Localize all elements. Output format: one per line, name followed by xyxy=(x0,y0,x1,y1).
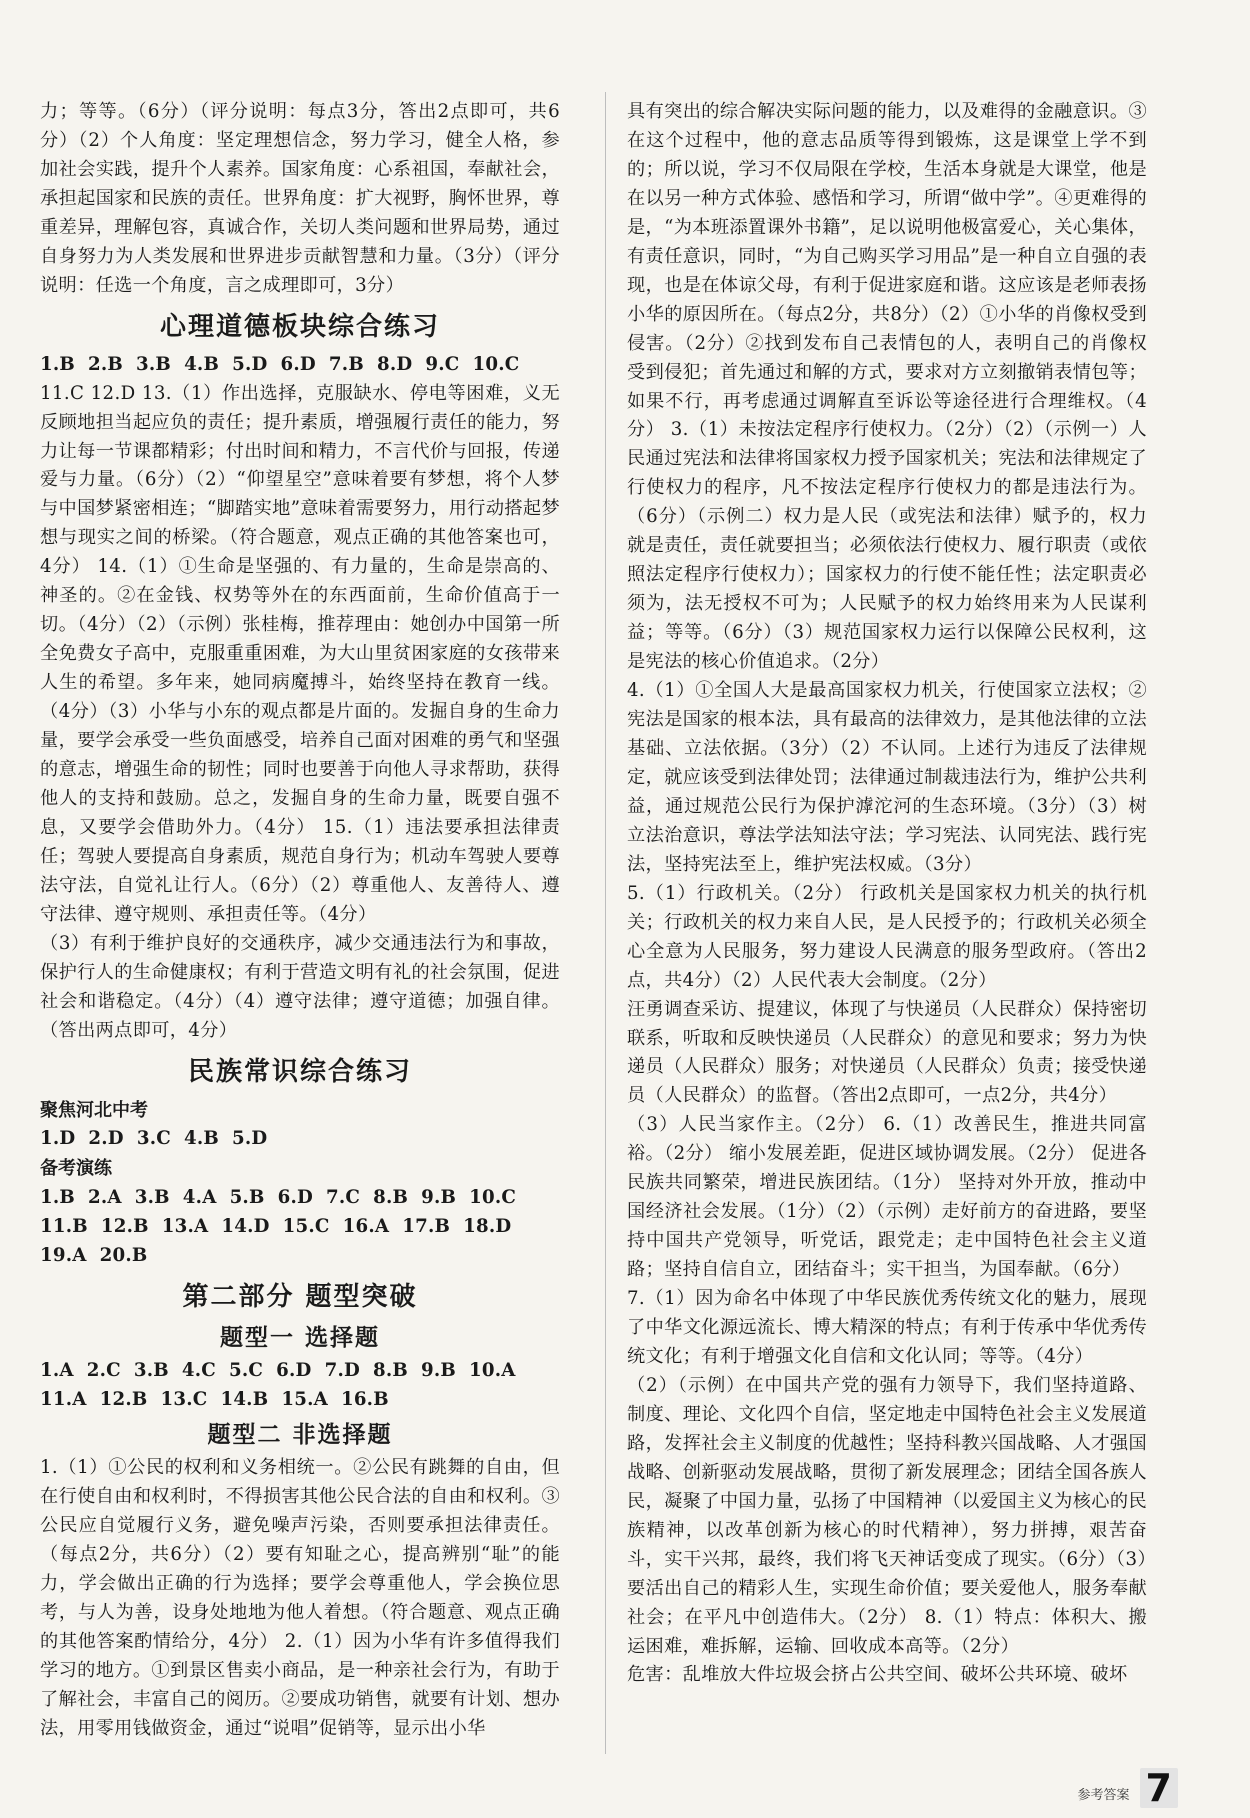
section1-answer-text-2: （3）有利于维护良好的交通秩序，减少交通违法行为和事故，保护行人的生命健康权；有利于营造文明有礼的社会氛围，促进社会和谐稳定。（4分）（4）遵守法律；遵守道德；加强自律。（答出两点即可，4分） xyxy=(40,932,560,1041)
section2-answers-hebei: 1.D 2.D 3.C 4.B 5.D xyxy=(40,1128,268,1150)
right-text-5: （3）人民当家作主。（2分） 6.（1）改善民生，推进共同富裕。（2分） 缩小发展差距，促进区域协调发展。（2分） 促进各民族共同繁荣，增进民族团结。（1分） 坚持对外开放，推动中国经济社会发展。（1分）（2）（示例）走好前方的奋进路，要坚持中国共产党领导，听党话，跟党走；走中国特色社会主义道路；坚持自信自立，团结奋斗；实干担当，为国奉献。（6分） xyxy=(627,1114,1147,1281)
right-text-7: （2）（示例）在中国共产党的强有力领导下，我们坚持道路、制度、理论、文化四个自信，坚定地走中国特色社会主义发展道路，发挥社会主义制度的优越性；坚持科教兴国战略、人才强国战略、创新驱动发展战略，贯彻了新发展理念；团结全国各族人民，凝聚了中国力量，弘扬了中国精神（以爱国主义为核心的民族精神，以改革创新为核心的时代精神），努力拼搏，艰苦奋斗，实干兴邦，最终，我们将飞天神话变成了现实。（6分）（3）要活出自己的精彩人生，实现生命价值；要关爱他人，服务奉献社会；在平凡中创造伟大。（2分） 8.（1）特点：体积大、搬运困难，难拆解，运输、回收成本高等。（2分） xyxy=(627,1374,1147,1657)
page-footer xyxy=(1078,1768,1178,1808)
type-two-title: 题型二 非选择题 xyxy=(207,1422,393,1449)
section-title-psychology-morality: 心理道德板块综合练习 xyxy=(159,311,440,342)
type-one-title: 题型一 选择题 xyxy=(219,1324,380,1351)
right-text-6: 7.（1）因为命名中体现了中华民族优秀传统文化的魅力，展现了中华文化源远流长、博大精深的特点；有利于传承中华优秀传统文化；有利于增强文化自信和文化认同；等等。（4分） xyxy=(627,1288,1147,1367)
section2-answers-row2: 11.B 12.B 13.A 14.D 15.C 16.A 17.B 18.D xyxy=(40,1215,512,1237)
type2-answer-text: 1.（1）①公民的权利和义务相统一。②公民有跳舞的自由，但在行使自由和权利时，不得损害其他公民合法的自由和权利。③公民应自觉履行义务，避免噪声污染，否则要承担法律责任。（每点2分，共6分）（2）要有知耻之心，提高辨别“耻”的能力，学会做出正确的行为选择；要学会尊重他人，学会换位思考，与人为善，设身处地地为他人着想。（符合题意、观点正确的其他答案酌情给分，4分） 2.（1）因为小华有许多值得我们学习的地方。①到景区售卖小商品，是一种亲社会行为，有助于了解社会，丰富自己的阅历。②要成功销售，就要有计划、想办法，用零用钱做资金，通过“说唱”促销等，显示出小华 xyxy=(40,1457,560,1740)
section1-answers-row1: 1.B 2.B 3.B 4.B 5.D 6.D 7.B 8.D 9.C 10.C xyxy=(40,353,520,375)
type1-answers-row1: 1.A 2.C 3.B 4.C 5.C 6.D 7.D 8.B 9.B 10.A xyxy=(40,1359,516,1381)
left-column xyxy=(40,98,560,1744)
section2-answers-row3: 19.A 20.B xyxy=(40,1244,148,1266)
section2-answers-row1: 1.B 2.A 3.B 4.A 5.B 6.D 7.C 8.B 9.B 10.C xyxy=(40,1186,517,1208)
footer-label: 参考答案 xyxy=(1077,1787,1130,1803)
right-text-8: 危害：乱堆放大件垃圾会挤占公共空间、破坏公共环境、破坏 xyxy=(627,1664,1128,1686)
section1-answer-text: 11.C 12.D 13.（1）作出选择，克服缺水、停电等困难，义无反顾地担当起应负的责任；提升素质，增强履行责任的能力，努力让每一节课都精彩；付出时间和精力，不言代价与回报，传递爱与力量。（6分）（2）“仰望星空”意味着要有梦想，将个人梦与中国梦紧密相连；“脚踏实地”意味着需要努力，用行动搭起梦想与现实之间的桥梁。（符合题意，观点正确的其他答案也可，4分） 14.（1）①生命是坚强的、有力量的，生命是崇高的、神圣的。②在金钱、权势等外在的东西面前，生命价值高于一切。（4分）（2）（示例）张桂梅，推荐理由：她创办中国第一所全免费女子高中，克服重重困难，为大山里贫困家庭的女孩带来人生的希望。多年来，她同病魔搏斗，始终坚持在教育一线。（4分）（3）小华与小东的观点都是片面的。发掘自身的生命力量，要学会承受一些负面感受，培养自己面对困难的勇气和坚强的意志，增强生命的韧性；同时也要善于向他人寻求帮助，获得他人的支持和鼓励。总之，发掘自身的生命力量，既要自强不息，又要学会借助外力。（4分） 15.（1）违法要承担法律责任；驾驶人要提高自身素质，规范自身行为；机动车驾驶人要尊法守法，自觉礼让行人。（6分）（2）尊重他人、友善待人、遵守法律、遵守规则、承担责任等。（4分） xyxy=(40,382,560,925)
right-text-4: 汪勇调查采访、提建议，体现了与快递员（人民群众）保持密切联系，听取和反映快递员（人民群众）的意见和要求；努力为快递员（人民群众）服务；对快递员（人民群众）负责；接受快递员（人民群众）的监督。（答出2点即可，一点2分，共4分） xyxy=(627,998,1147,1107)
type1-answers-row2: 11.A 12.B 13.C 14.B 15.A 16.B xyxy=(40,1388,389,1410)
section-title-ethnic-knowledge: 民族常识综合练习 xyxy=(187,1056,412,1087)
subheading-practice: 备考演练 xyxy=(40,1158,112,1180)
intro-paragraph: 力；等等。（6分）（评分说明：每点3分，答出2点即可，共6分）（2）个人角度：坚定理想信念，努力学习，健全人格，参加社会实践，提升个人素养。国家角度：心系祖国，奉献社会，承担起国家和民族的责任。世界角度：扩大视野，胸怀世界，尊重差异，理解包容，真诚合作，关切人类问题和世界局势，通过自身努力为人类发展和世界进步贡献智慧和力量。（3分）（评分说明：任选一个角度，言之成理即可，3分） xyxy=(40,101,560,296)
column-divider xyxy=(605,92,606,1754)
right-text-3: 5.（1）行政机关。（2分） 行政机关是国家权力机关的执行机关；行政机关的权力来自人民，是人民授予的；行政机关必须全心全意为人民服务，努力建设人民满意的服务型政府。（答出2点，共4分）（2）人民代表大会制度。（2分） xyxy=(627,882,1147,991)
right-text-1: 具有突出的综合解决实际问题的能力，以及难得的金融意识。③在这个过程中，他的意志品质等得到锻炼，这是课堂上学不到的；所以说，学习不仅局限在学校，生活本身就是大课堂，他是在以另一种方式体验、感悟和学习，所谓“做中学”。④更难得的是，“为本班添置课外书籍”，足以说明他极富爱心，关心集体，有责任意识，同时，“为自己购买学习用品”是一种自立自强的表现，也是在体谅父母，有利于促进家庭和谐。这应该是老师表扬小华的原因所在。（每点2分，共8分）（2）①小华的肖像权受到侵害。（2分）②找到发布自己表情包的人，表明自己的肖像权受到侵犯；首先通过和解的方式，要求对方立刻撤销表情包等；如果不行，再考虑通过调解直至诉讼等途径进行合理维权。（4分） 3.（1）未按法定程序行使权力。（2分）（2）（示例一）人民通过宪法和法律将国家权力授予国家机关；宪法和法律规定了行使权力的程序，凡不按法定程序行使权力的都是违法行为。（6分）（示例二）权力是人民（或宪法和法律）赋予的，权力就是责任，责任就要担当；必须依法行使权力、履行职责（或依照法定程序行使权力）；国家权力的行使不能任性；法定职责必须为，法无授权不可为；人民赋予的权力始终用来为人民谋利益；等等。（6分）（3）规范国家权力运行以保障公民权利，这是宪法的核心价值追求。（2分） xyxy=(627,101,1147,673)
page-number: 7 xyxy=(1140,1768,1178,1808)
part-two-title: 第二部分 题型突破 xyxy=(182,1281,418,1312)
right-column xyxy=(627,98,1147,1690)
right-text-2: 4.（1）①全国人大是最高国家权力机关，行使国家立法权；②宪法是国家的根本法，具有最高的法律效力，是其他法律的立法基础、立法依据。（3分）（2）不认同。上述行为违反了法律规定，就应该受到法律处罚；法律通过制裁违法行为，维护公共利益，通过规范公民行为保护滹沱河的生态环境。（3分）（3）树立法治意识，尊法学法知法守法；学习宪法、认同宪法、践行宪法，坚持宪法至上，维护宪法权威。（3分） xyxy=(627,680,1147,875)
subheading-hebei-exam: 聚焦河北中考 xyxy=(40,1099,148,1121)
